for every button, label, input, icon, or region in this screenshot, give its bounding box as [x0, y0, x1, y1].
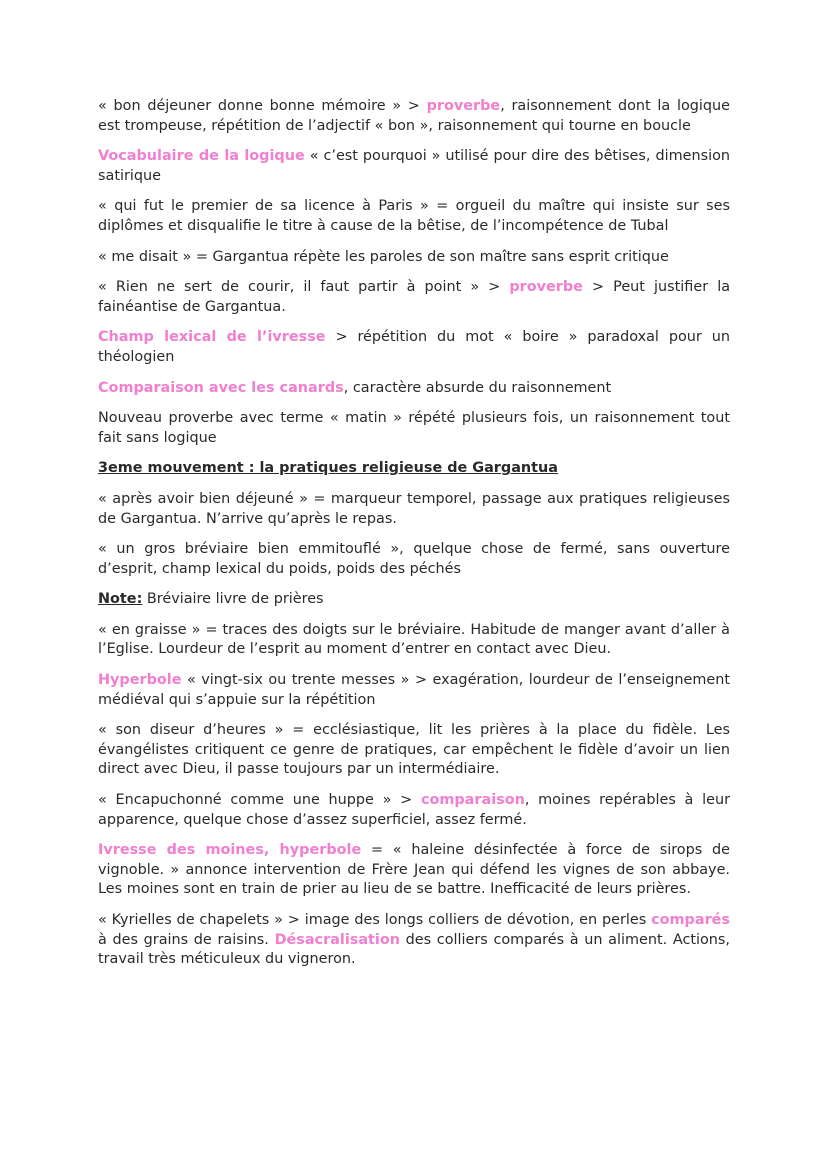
paragraph	[98, 721, 730, 780]
note-label: Note:	[98, 591, 143, 608]
paragraph	[98, 791, 730, 830]
highlighted-term: Hyperbole	[98, 672, 182, 689]
highlighted-term: comparaison	[420, 792, 525, 809]
text-run: « bon déjeuner donne bonne mémoire » >	[98, 98, 427, 114]
highlighted-term: comparés	[651, 912, 730, 928]
paragraph	[98, 409, 730, 448]
text-run: à des grains de raisins.	[98, 931, 275, 948]
highlighted-term: Désacralisation	[274, 931, 400, 948]
paragraph	[98, 197, 730, 236]
text-run: « Encapuchonné comme une huppe » >	[98, 792, 421, 809]
highlighted-term: Champ lexical de l’ivresse	[98, 329, 326, 346]
text-run: , caractère absurde du raisonnement	[343, 379, 612, 396]
text-run: « en graisse » = traces des doigts sur le bréviaire. Habitude de manger avant d’aller à l’Eglise. Lourdeur de l’esprit au moment d’entrer en contact avec Dieu.	[98, 621, 730, 658]
paragraph	[98, 278, 730, 317]
paragraph	[98, 328, 730, 367]
text-run: 3eme mouvement : la pratiques religieuse de Gargantua	[98, 460, 558, 477]
text-run: > Peut justifier la fainéantise de Gargantua.	[98, 279, 731, 315]
text-run: , raisonnement dont la logique est trompeuse, répétition de l’adjectif « bon », raisonnement qui tourne en boucle	[98, 98, 731, 134]
text-run: Nouveau proverbe avec terme « matin » répété plusieurs fois, un raisonnement tout fait sans logique	[98, 410, 730, 446]
paragraph	[98, 911, 730, 970]
paragraph	[98, 147, 730, 186]
text-run: , moines repérables à leur apparence, quelque chose d’assez superficiel, assez fermé.	[98, 792, 730, 828]
paragraph	[98, 248, 730, 268]
paragraph	[98, 490, 730, 529]
paragraph	[98, 97, 730, 136]
paragraph	[98, 540, 730, 579]
document-page	[98, 97, 730, 981]
highlighted-term: Comparaison avec les canards	[98, 379, 344, 396]
highlighted-term: Vocabulaire de la logique	[98, 148, 305, 165]
text-run: « vingt-six ou trente messes » > exagération, lourdeur de l’enseignement médiéval qui s’appuie sur la répétition	[98, 672, 730, 708]
paragraph	[98, 621, 730, 660]
text-run: « Kyrielles de chapelets » > image des longs colliers de dévotion, en perles	[98, 912, 652, 928]
text-run: « me disait » = Gargantua répète les paroles de son maître sans esprit critique	[98, 248, 669, 265]
text-run: = « haleine désinfectée à force de sirops de vignoble. » annonce intervention de Frère Jean qui défend les vignes de son abbaye. Les moines sont en train de prier au lieu de se battre. Inefficacité de leurs prières.	[98, 842, 730, 898]
text-run: « qui fut le premier de sa licence à Paris » = orgueil du maître qui insiste sur ses diplômes et disqualifie le titre à cause de la bêtise, de l’incompétence de Tubal	[98, 198, 730, 234]
text-run: « c’est pourquoi » utilisé pour dire des bêtises, dimension satirique	[98, 148, 730, 184]
highlighted-term: proverbe	[426, 98, 501, 114]
text-run: « Rien ne sert de courir, il faut partir à point » >	[98, 279, 510, 296]
highlighted-term: proverbe	[509, 279, 583, 296]
paragraph	[98, 379, 730, 399]
section-heading	[98, 459, 730, 479]
text-run: > répétition du mot « boire » paradoxal pour un théologien	[98, 329, 731, 365]
text-run: « son diseur d’heures » = ecclésiastique, lit les prières à la place du fidèle. Les évangélistes critiquent ce genre de pratiques, car empêchent le fidèle d’avoir un lien direct avec Dieu, il passe toujours par un intermédiaire.	[98, 722, 730, 778]
paragraph	[98, 841, 730, 900]
text-run: des colliers comparés à un aliment. Actions, travail très méticuleux du vigneron.	[98, 931, 730, 968]
paragraph	[98, 590, 730, 610]
text-run: Bréviaire livre de prières	[142, 591, 324, 608]
text-run: « après avoir bien déjeuné » = marqueur temporel, passage aux pratiques religieuses de Gargantua. N’arrive qu’après le repas.	[98, 490, 730, 527]
text-run: « un gros bréviaire bien emmitouflé », quelque chose de fermé, sans ouverture d’esprit, champ lexical du poids, poids des péchés	[98, 541, 730, 577]
highlighted-term: Ivresse des moines, hyperbole	[98, 842, 362, 859]
paragraph	[98, 671, 730, 710]
